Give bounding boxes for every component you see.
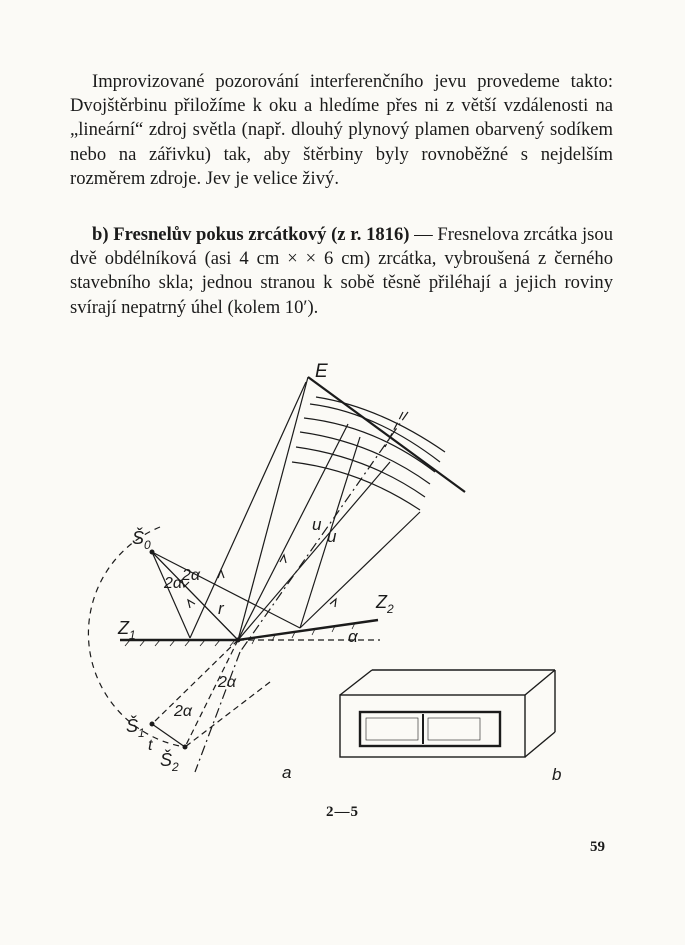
source-circle-arc: [88, 527, 185, 747]
label-2alpha-3: 2α: [218, 674, 237, 691]
ray: [238, 462, 390, 640]
paragraph-fresnel-mirrors: [70, 223, 613, 320]
arrow-mark: [188, 600, 195, 608]
label-2alpha-2: 2α: [164, 575, 183, 592]
ray: [190, 382, 306, 638]
source-ray: [152, 552, 190, 638]
label-u-2: u: [327, 527, 337, 546]
fresnel-mirror-figure: [90, 352, 610, 784]
label-t: t: [148, 737, 153, 754]
label-S0: $Š_0$: [132, 528, 151, 552]
label-Z2: $Z_2$: [376, 592, 394, 616]
paragraph-interference-observation: Improvizované pozorování interferenčního jevu provedeme takto: Dvojštěrbinu přiložíme k oku a hledíme přes ni z větší vzdálenosti na „lineární“ zdroj světla (např. dlouhý plynový plamen obarvený sodíkem nebo na zářivku) tak, aby štěrbiny byly rovnoběžné s nejdelším rozměrem zdroje. Jev je velice živý.: [70, 71, 613, 189]
figure-number: 2—5: [326, 804, 359, 820]
label-S1: $Š_1$: [126, 716, 145, 740]
fringe-arc: [300, 432, 430, 484]
center-axis: [240, 412, 408, 652]
label-r: r: [218, 599, 224, 618]
label-2alpha-4: 2α: [174, 703, 193, 720]
label-Z1: $Z_1$: [118, 618, 136, 642]
label-alpha: α: [348, 627, 358, 646]
label-S2: $Š_2$: [160, 750, 179, 774]
paragraph-fresnel-text: — Fresnelova zrcátka jsou dvě obdélníková (asi 4 cm × × 6 cm) zrcátka, vybroušená z černého stavebního skla; jednou stranou k sobě těsně přiléhají a jejich roviny svírají nepatrný úhel (kolem 10′).: [70, 224, 613, 318]
section-heading: b) Fresnelův pokus zrcátkový (z r. 1816): [92, 224, 410, 245]
fringe-arc: [296, 447, 425, 497]
arrow-mark: [218, 570, 224, 578]
mirror-box-b: [340, 670, 555, 757]
arrow-mark: [330, 599, 336, 607]
label-u-1: u: [312, 515, 322, 534]
screen-dashed-line: [385, 412, 403, 447]
label-b: b: [552, 765, 562, 784]
label-E: E: [315, 361, 328, 382]
t-line: [152, 724, 185, 747]
virtual-ray: [185, 682, 270, 747]
label-a: a: [282, 763, 292, 782]
page-number: 59: [590, 839, 605, 855]
label-2alpha-1: 2α: [182, 567, 201, 584]
virtual-ray: [185, 640, 238, 747]
fringe-arc: [292, 462, 420, 510]
